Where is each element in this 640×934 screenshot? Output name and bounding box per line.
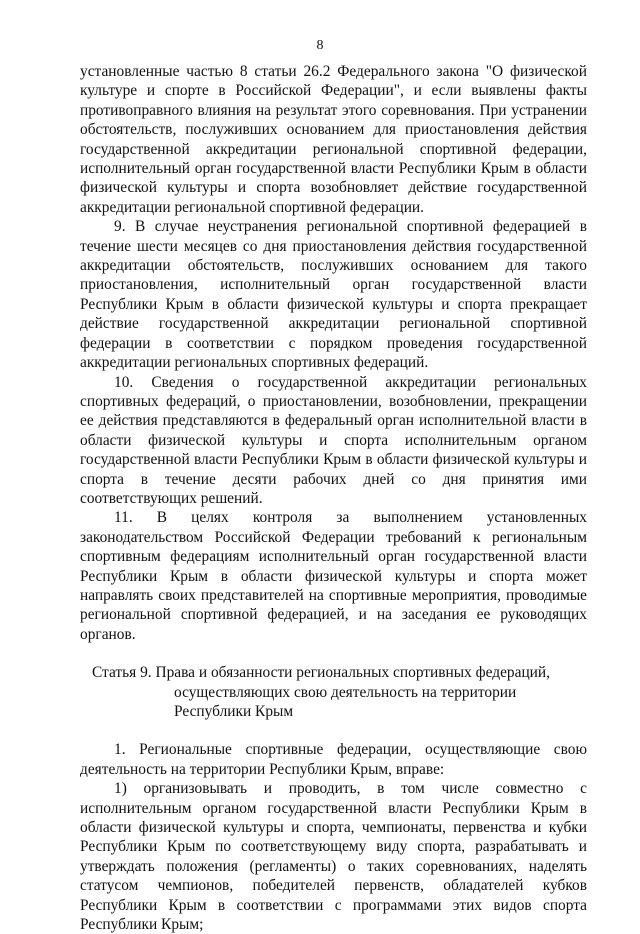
paragraph-article-9-subitem-1: 1) организовывать и проводить, в том числе совместно с исполнительным органом государственной власти Республики Крым в области физической культуры и спорта, чемпионаты, первенства и кубки Республики Крым по соответствующему виду спорта, разрабатывать и утверждать положения (регламенты) о таких соревнованиях, наделять статусом чемпионов, победителей первенств, обладателей кубков Республики Крым в соответствии с программами этих видов спорта Республики Крым; — [80, 780, 587, 934]
page-number: 8 — [316, 38, 324, 53]
paragraph-continuation: установленные частью 8 статьи 26.2 Федерального закона "О физической культуре и спорте в Российской Федерации", и если выявлены факты противоправного влияния на результат этого соревнования. При устранении обстоятельств, послуживших основанием для приостановления действия государственной аккредитации региональной спортивной федерации, исполнительный орган государственной власти Республики Крым в области физической культуры и спорта возобновляет действие государственной аккредитации региональной спортивной федерации. — [80, 63, 587, 216]
paragraph-item-9: 9. В случае неустранения региональной спортивной федерацией в течение шести месяцев со дня приостановления действия государственной аккредитации обстоятельств, послуживших основанием для такого приостановления, исполнительный орган государственной власти Республики Крым в области физической культуры и спорта прекращает действие государственной аккредитации региональной спортивной федерации в соответствии с порядком проведения государственной аккредитации региональных спортивных федераций. — [80, 218, 587, 372]
document-body — [80, 62, 587, 934]
paragraph-item-10: 10. Сведения о государственной аккредитации региональных спортивных федераций, о приостановлении, возобновлении, прекращении ее действия представляются в федеральный орган исполнительной власти в области физической культуры и спорта исполнительным органом государственной власти Республики Крым в области физической культуры и спорта в течение десяти рабочих дней со дня принятия ими соответствующих решений. — [80, 373, 587, 507]
article-heading-line-2: осуществляющих свою деятельность на территории — [174, 683, 517, 701]
article-9-heading — [80, 663, 587, 721]
article-heading-line-3: Республики Крым — [174, 703, 294, 720]
paragraph-article-9-item-1: 1. Региональные спортивные федерации, осуществляющие свою деятельность на территории Республики Крым, вправе: — [80, 741, 587, 778]
article-heading-line-1: Статья 9. Права и обязанности региональных спортивных федераций, — [92, 664, 551, 682]
paragraph-item-11: 11. В целях контроля за выполнением установленных законодательством Российской Федерации требований к региональным спортивным федерациям исполнительный орган государственной власти Республики Крым в области физической культуры и спорта может направлять своих представителей на спортивные мероприятия, проводимые региональной спортивной федерацией, и на заседания ее руководящих органов. — [80, 509, 587, 643]
